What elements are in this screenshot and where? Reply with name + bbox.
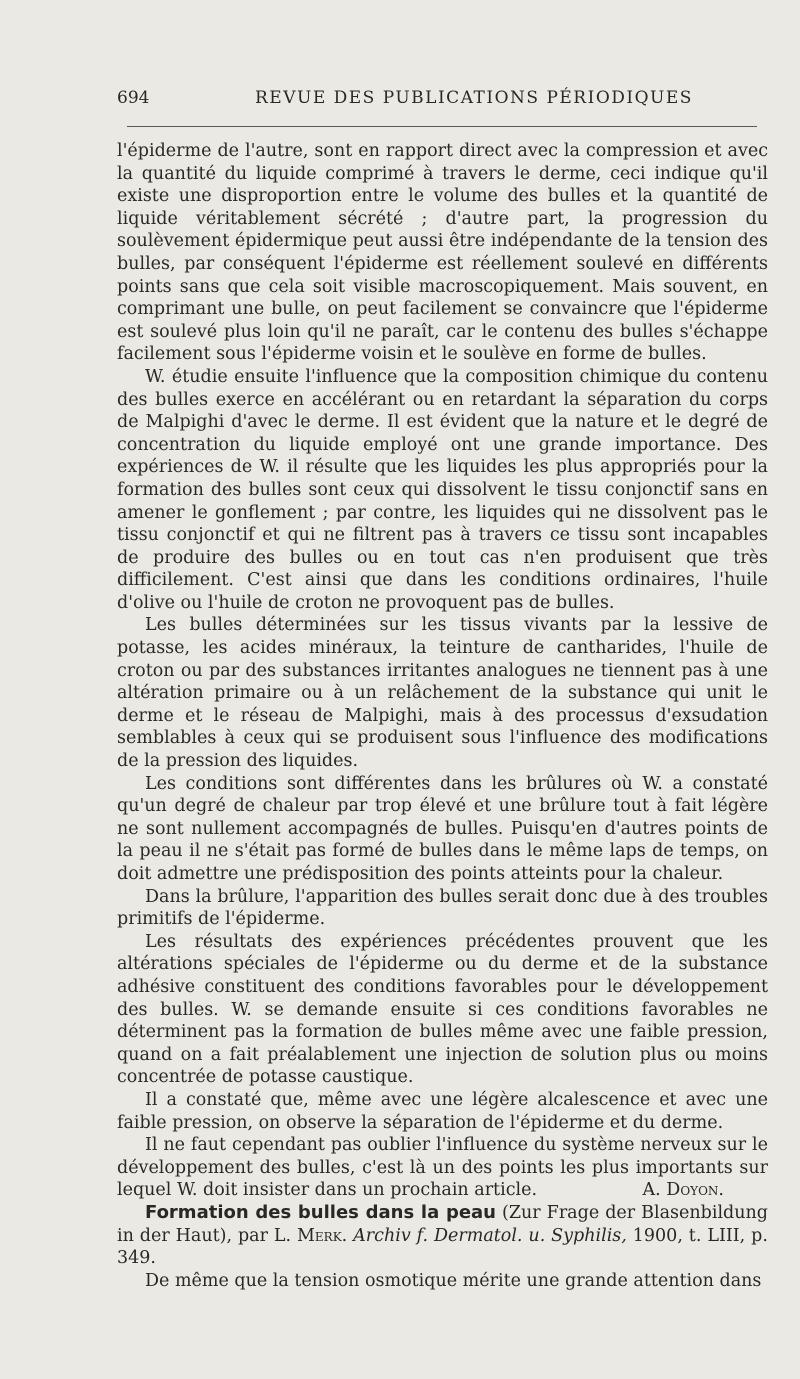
article-body [117,140,768,1292]
by-word: par [237,1225,268,1246]
article-title: Formation des bulles dans la peau [145,1201,496,1223]
paragraph: De même que la tension osmotique mérite une grande attention dans [145,1270,762,1291]
page-number: 694 [117,88,150,108]
author-surname: Merk. [297,1225,348,1246]
journal-name: Archiv f. Dermatol. u. Syphilis, [353,1225,627,1246]
header-rule [127,126,757,127]
paragraph: Les conditions sont différentes dans les brûlures où W. a constaté qu'un degré de chaleur par trop élevé et une brûlure tout à fait légère ne sont nullement accompagnés de bulles. Puisqu'en d'autres points de la peau il ne s'était pas formé de bulles dans le même laps de temps, on doit admettre une prédisposition des points atteints pour la chaleur. [117,773,768,884]
paragraph-continued: l'épiderme de l'autre, sont en rapport direct avec la compression et avec la quantité du liquide comprimé à travers le derme, ceci indique qu'il existe une disproportion entre le volume des bulles et la quantité de liquide véritablement sécrété ; d'autre part, la progression du soulèvement épidermique peut aussi être indépendante de la tension des bulles, par conséquent l'épiderme est réellement soulevé en différents points sans que cela soit visible macroscopiquement. Mais souvent, en comprimant une bulle, on peut facilement se convaincre que l'épiderme est soulevé plus loin qu'il ne paraît, car le contenu des bulles s'échappe facilement sous l'épiderme voisin et le soulève en forme de bulles. [117,141,768,365]
paragraph: Les bulles déterminées sur les tissus vivants par la lessive de potasse, les acides minéraux, la teinture de cantharides, l'huile de croton ou par des substances irritantes analogues ne tiennent pas à une altération primaire ou à un relâchement de la substance qui unit le derme et le réseau de Malpighi, mais à des processus d'exsudation semblables à ceux qui se produisent sous l'influence des modifications de la pression des liquides. [117,615,768,772]
author-initial: L. [273,1225,292,1246]
running-title: REVUE DES PUBLICATIONS PÉRIODIQUES [255,88,693,108]
paragraph: W. étudie ensuite l'influence que la composition chimique du contenu des bulles exerce en accélérant ou en retardant la séparation du corps de Malpighi d'avec le derme. Il est évident que la nature et le degré de concentration du liquide employé ont une grande importance. Des expériences de W. il résulte que les liquides les plus appropriés pour la formation des bulles sont ceux qui dissolvent le tissu conjonctif sans en amener le gonflement ; par contre, les liquides qui ne dissolvent pas le tissu conjonctif et qui ne filtrent pas à travers ce tissu sont incapables de produire des bulles ou en tout cas n'en produisent que très difficilement. C'est ainsi que dans les conditions ordinaires, l'huile d'olive ou l'huile de croton ne provoquent pas de bulles. [117,366,768,613]
article-heading [117,1202,768,1270]
paragraph: Dans la brûlure, l'apparition des bulles serait donc due à des troubles primitifs de l'épiderme. [117,886,768,930]
closing-paragraph [117,1134,768,1202]
closing-text: Il ne faut cependant pas oublier l'influence du système nerveux sur le développement des bulles, c'est là un des points les plus importants sur lequel W. doit insister dans un prochain article. [117,1135,768,1201]
citation: 1900, t. LIII, p. 349. [117,1225,768,1269]
paragraph: Les résultats des expériences précédentes prouvent que les altérations spéciales de l'épiderme ou du derme et de la substance adhésive constituent des conditions favorables pour le développement des bulles. W. se demande ensuite si ces conditions favorables ne déterminent pas la formation de bulles même avec une faible pression, quand on a fait préalablement une injection de solution plus ou moins concentrée de potasse caustique. [117,931,768,1088]
page-header [117,88,768,118]
paragraph: Il a constaté que, même avec une légère alcalescence et avec une faible pression, on observe la séparation de l'épiderme et du derme. [117,1089,768,1133]
german-title: (Zur Frage der Blasenbildung in der Haut), [117,1202,768,1246]
signature: A. Doyon. [642,1180,724,1201]
